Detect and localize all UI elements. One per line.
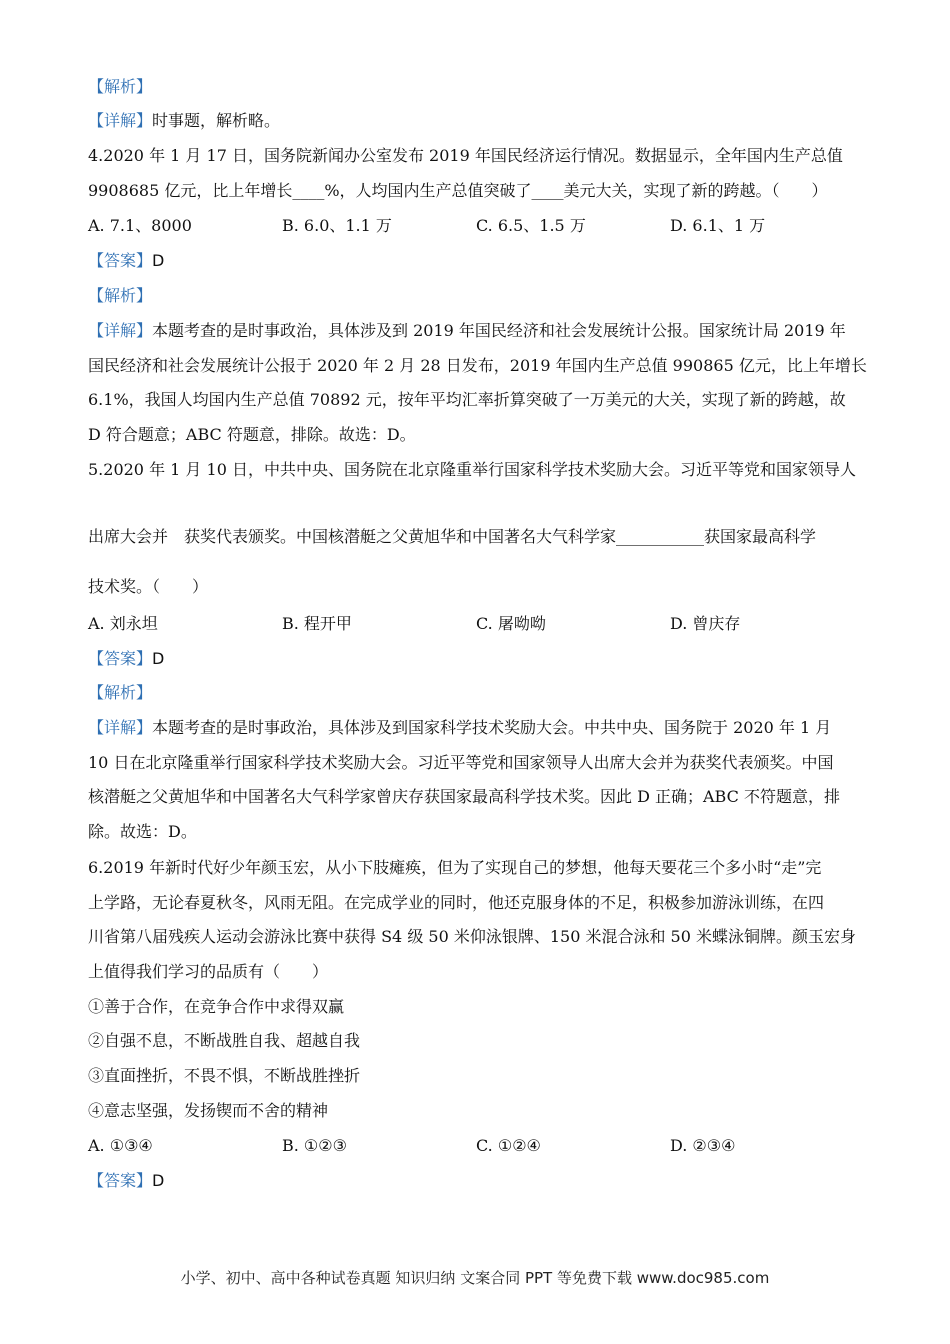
page-footer: 小学、初中、高中各种试卷真题 知识归纳 文案合同 PPT 等免费下载 www.doc985.com: [180, 1269, 770, 1287]
tagged-line: [88, 285, 868, 307]
text-line: [88, 821, 868, 843]
option-b: B. 6.0、1.1 万: [282, 216, 392, 235]
question-line: [88, 459, 868, 481]
tagged-line: [88, 110, 868, 132]
text-line: [88, 1100, 868, 1122]
section-tag: 【详解】: [88, 111, 153, 130]
line-text: ②自强不息，不断战胜自我、超越自我: [88, 1031, 361, 1050]
line-text: 本题考查的是时事政治，具体涉及到 2019 年国民经济和社会发展统计公报。国家统计局 2019 年: [152, 321, 846, 340]
section-tag: 【答案】: [88, 649, 153, 668]
option-b: B. ①②③: [282, 1136, 347, 1155]
options-row: [88, 215, 868, 237]
text-line: [88, 996, 868, 1018]
text-line: [88, 180, 868, 202]
text-line: [88, 355, 868, 377]
tagged-line: [88, 717, 868, 739]
line-text: 6.2019 年新时代好少年颜玉宏，从小下肢瘫痪，但为了实现自己的梦想，他每天要花三个多小时“走”完: [88, 858, 822, 877]
section-tag: 【答案】: [88, 251, 153, 270]
line-text: 9908685 亿元，比上年增长____%，人均国内生产总值突破了____美元大关，实现了新的跨越。（ ）: [88, 181, 828, 200]
text-line: [88, 1065, 868, 1087]
tagged-line: [88, 76, 868, 98]
text-line: [88, 526, 868, 548]
text-line: [88, 926, 868, 948]
line-text: 本题考查的是时事政治，具体涉及到国家科学技术奖励大会。中共中央、国务院于 2020 年 1 月: [152, 718, 832, 737]
section-tag: 【解析】: [88, 683, 153, 702]
text-line: [88, 752, 868, 774]
section-tag: 【解析】: [88, 77, 153, 96]
line-text: 上值得我们学习的品质有（ ）: [88, 962, 329, 981]
text-line: [88, 576, 868, 598]
text-line: [88, 424, 868, 446]
line-text: ④意志坚强，发扬锲而不舍的精神: [88, 1101, 329, 1120]
option-c: C. 6.5、1.5 万: [476, 216, 586, 235]
line-text: ①善于合作，在竞争合作中求得双赢: [88, 997, 345, 1016]
section-tag: 【详解】: [88, 718, 153, 737]
text-line: [88, 892, 868, 914]
section-tag: 【解析】: [88, 286, 153, 305]
option-a: A. 刘永坦: [88, 614, 158, 633]
section-tag: 【详解】: [88, 321, 153, 340]
line-text: D: [152, 1171, 165, 1190]
tagged-line: [88, 320, 868, 342]
line-text: 6.1%，我国人均国内生产总值 70892 元，按年平均汇率折算突破了一万美元的大关，实现了新的跨越，故: [88, 390, 846, 409]
line-text: 时事题，解析略。: [152, 111, 281, 130]
line-text: 核潜艇之父黄旭华和中国著名大气科学家曾庆存获国家最高科学技术奖。因此 D 正确；ABC 不符题意，排: [88, 787, 840, 806]
options-row: [88, 613, 868, 635]
option-d: D. ②③④: [670, 1136, 736, 1155]
line-text: 国民经济和社会发展统计公报于 2020 年 2 月 28 日发布，2019 年国内生产总值 990865 亿元，比上年增长: [88, 356, 867, 375]
line-text: D 符合题意；ABC 符题意，排除。故选：D。: [88, 425, 416, 444]
tagged-line: [88, 648, 868, 670]
option-a: A. 7.1、8000: [88, 216, 192, 235]
line-text: 川省第八届残疾人运动会游泳比赛中获得 S4 级 50 米仰泳银牌、150 米混合泳和 50 米蝶泳铜牌。颜玉宏身: [88, 927, 857, 946]
tagged-line: [88, 1170, 868, 1192]
options-row: [88, 1135, 868, 1157]
tagged-line: [88, 682, 868, 704]
section-tag: 【答案】: [88, 1171, 153, 1190]
line-text: 上学路，无论春夏秋冬，风雨无阻。在完成学业的同时，他还克服身体的不足，积极参加游泳训练，在四: [88, 893, 825, 912]
option-b: B. 程开甲: [282, 614, 352, 633]
line-text: 技术奖。（ ）: [88, 577, 209, 596]
line-text: ③直面挫折，不畏不惧，不断战胜挫折: [88, 1066, 361, 1085]
option-d: D. 曾庆存: [670, 614, 741, 633]
text-line: [88, 1030, 868, 1052]
line-text: D: [152, 649, 165, 668]
text-line: [88, 389, 868, 411]
line-text: 4.2020 年 1 月 17 日，国务院新闻办公室发布 2019 年国民经济运行情况。数据显示，全年国内生产总值: [88, 146, 843, 165]
option-c: C. 屠呦呦: [476, 614, 546, 633]
text-line: [88, 961, 868, 983]
line-text: 出席大会并 获奖代表颁奖。中国核潜艇之父黄旭华和中国著名大气科学家___________获国家最高科学: [88, 527, 817, 546]
option-d: D. 6.1、1 万: [670, 216, 766, 235]
text-line: [88, 786, 868, 808]
line-text: 除。故选：D。: [88, 822, 197, 841]
line-text: 5.2020 年 1 月 10 日，中共中央、国务院在北京隆重举行国家科学技术奖励大会。习近平等党和国家领导人: [88, 460, 856, 479]
option-c: C. ①②④: [476, 1136, 541, 1155]
question-line: [88, 145, 868, 167]
option-a: A. ①③④: [88, 1136, 153, 1155]
question-line: [88, 857, 868, 879]
line-text: 10 日在北京隆重举行国家科学技术奖励大会。习近平等党和国家领导人出席大会并为获奖代表颁奖。中国: [88, 753, 834, 772]
line-text: D: [152, 251, 165, 270]
tagged-line: [88, 250, 868, 272]
